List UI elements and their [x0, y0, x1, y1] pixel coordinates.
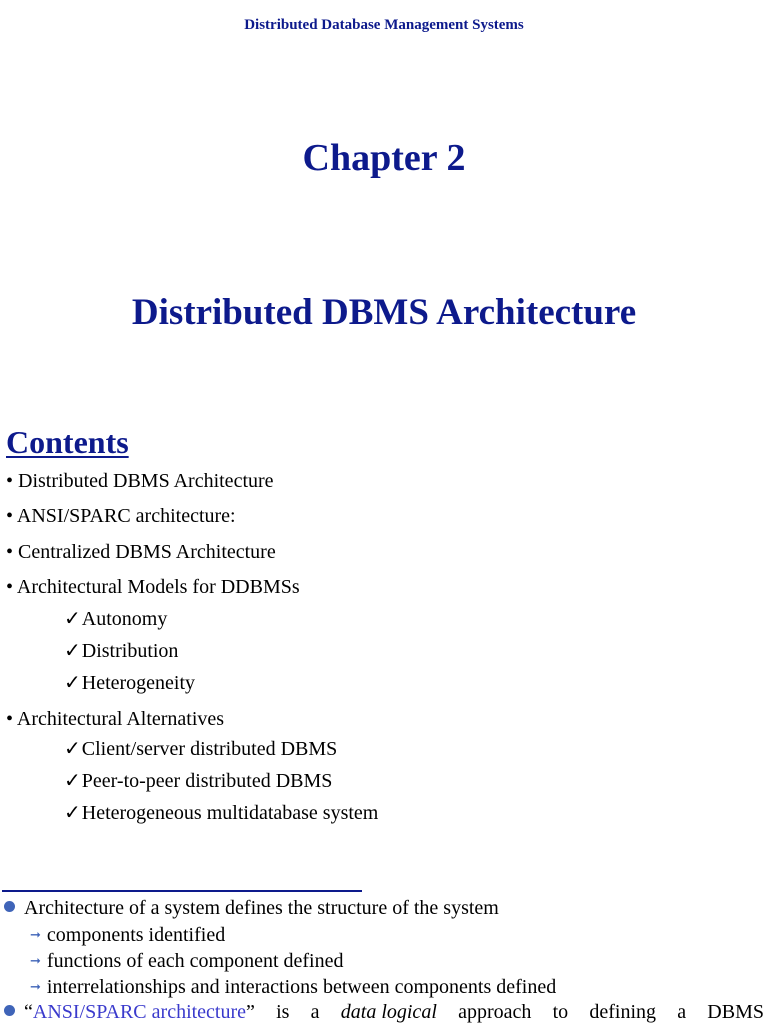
- chapter-title: Distributed DBMS Architecture: [131, 292, 637, 333]
- checkmark-icon: ✓: [64, 738, 81, 760]
- note-subpoint: [30, 923, 225, 948]
- close-quote: ”: [246, 1001, 255, 1023]
- toc-item-label: Centralized DBMS Architecture: [18, 541, 276, 563]
- toc-subitem: [64, 769, 332, 793]
- note-subpoint: [30, 949, 343, 974]
- chapter-heading: Chapter 2: [302, 137, 466, 179]
- toc-item: [6, 469, 274, 493]
- checkmark-icon: ✓: [64, 672, 81, 694]
- toc-subitem-label: Heterogeneity: [81, 672, 196, 694]
- note-point: [4, 1000, 764, 1024]
- word: to: [552, 1001, 569, 1023]
- bullet: •: [6, 541, 14, 563]
- arrow-right-icon: ➞: [30, 980, 41, 995]
- toc-subitem: [64, 801, 378, 825]
- toc-item: [6, 504, 236, 528]
- note-subpoint-text: functions of each component defined: [46, 950, 344, 972]
- arrow-right-icon: ➞: [30, 954, 41, 969]
- word: is: [276, 1001, 290, 1023]
- bullet: •: [6, 576, 14, 598]
- toc-item: [6, 575, 300, 599]
- bullet-dot-icon: [4, 1005, 15, 1016]
- checkmark-icon: ✓: [64, 608, 81, 630]
- checkmark-icon: ✓: [64, 640, 81, 662]
- toc-subitem-label: Client/server distributed DBMS: [81, 738, 338, 760]
- toc-subitem-label: Autonomy: [81, 608, 168, 630]
- bullet: •: [6, 708, 14, 730]
- word: defining: [589, 1001, 656, 1023]
- bullet-dot-icon: [4, 901, 15, 912]
- bullet: •: [6, 505, 14, 527]
- toc-item-label: Architectural Alternatives: [16, 708, 225, 730]
- toc-item-label: Distributed DBMS Architecture: [18, 470, 274, 492]
- toc-item: [6, 540, 276, 564]
- italic-term: data logical: [340, 1001, 437, 1023]
- section-divider: [2, 890, 362, 892]
- bullet: •: [6, 470, 14, 492]
- note-subpoint: [30, 975, 556, 1000]
- toc-subitem-label: Distribution: [81, 640, 179, 662]
- note-point-lead: [4, 1000, 255, 1024]
- toc-subitem-label: Heterogeneous multidatabase system: [81, 802, 379, 824]
- word: a: [677, 1001, 687, 1023]
- toc-subitem: [64, 671, 195, 695]
- toc-subitem-label: Peer-to-peer distributed DBMS: [81, 770, 333, 792]
- toc-item-label: Architectural Models for DDBMSs: [16, 576, 300, 598]
- open-quote: “: [24, 1001, 33, 1023]
- ansi-sparc-link[interactable]: ANSI/SPARC architecture: [32, 1001, 247, 1023]
- toc-subitem: [64, 607, 167, 631]
- toc-subitem: [64, 737, 337, 761]
- note-subpoint-text: components identified: [46, 924, 226, 946]
- contents-heading: Contents: [6, 424, 129, 460]
- note-subpoint-text: interrelationships and interactions between components defined: [46, 976, 557, 998]
- running-header: Distributed Database Management Systems: [244, 17, 524, 33]
- note-point: [4, 896, 499, 920]
- arrow-right-icon: ➞: [30, 928, 41, 943]
- toc-subitem: [64, 639, 178, 663]
- checkmark-icon: ✓: [64, 770, 81, 792]
- toc-item-label: ANSI/SPARC architecture:: [16, 505, 236, 527]
- checkmark-icon: ✓: [64, 802, 81, 824]
- word: approach: [458, 1001, 532, 1023]
- word: DBMS: [707, 1001, 764, 1023]
- note-point-text: Architecture of a system defines the structure of the system: [24, 897, 499, 919]
- toc-item: [6, 707, 224, 731]
- word: a: [310, 1001, 320, 1023]
